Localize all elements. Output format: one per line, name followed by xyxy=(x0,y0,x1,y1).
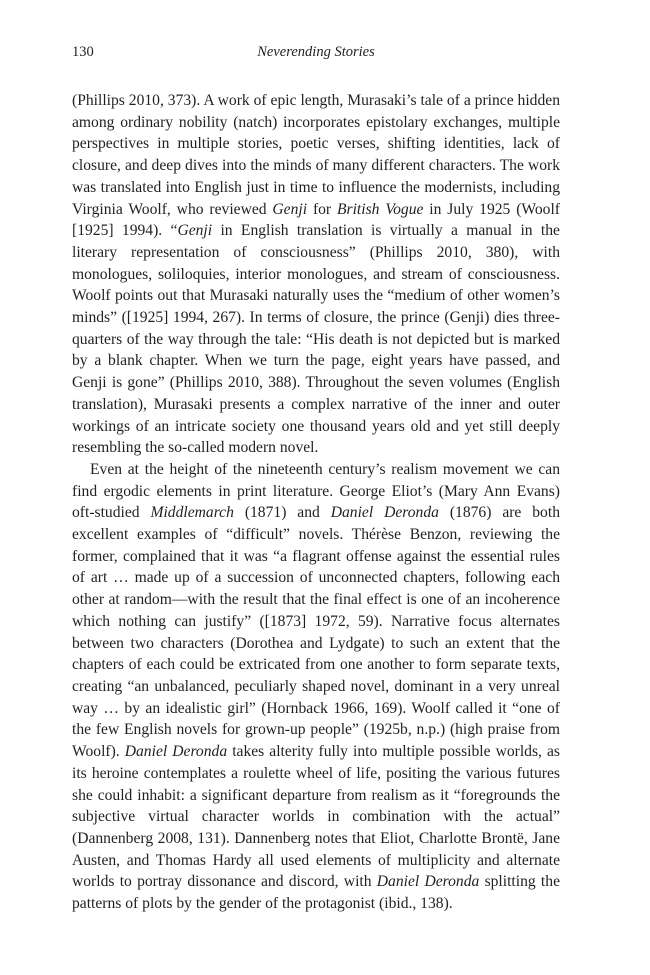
text-run: for xyxy=(307,200,337,218)
paragraph xyxy=(72,459,560,915)
italic-title-text: British Vogue xyxy=(337,200,424,218)
running-head xyxy=(72,44,560,66)
text-run: splitting the patterns of plots by the gender of the protagonist (ibid., 138). xyxy=(72,873,560,913)
body-text xyxy=(72,90,560,915)
italic-title-text: Middlemarch xyxy=(150,504,234,522)
page-number: 130 xyxy=(72,44,94,60)
text-run: (1871) and xyxy=(233,504,331,522)
text-run: Even at the height of the nineteenth century’s realism movement we can find ergodic elements in print literature. George Eliot’s (Mary Ann Evans) oft-studied xyxy=(72,460,560,522)
italic-title-text: Daniel Deronda xyxy=(376,873,480,891)
italic-title-text: Daniel Deronda xyxy=(330,504,439,522)
text-run: in July 1925 (Woolf [1925] 1994). “ xyxy=(72,200,560,240)
paragraph xyxy=(72,90,560,459)
text-run: takes alterity fully into multiple possible worlds, as its heroine contemplates a roulette wheel of life, positing the various futures she could inhabit: a significant departure from realism as it “foregrounds the subjective virtual character worlds in combination with the actual” (Dannenberg 2008, 131). Dannenberg notes that Eliot, Charlotte Brontë, Jane Austen, and Thomas Hardy all used elements of multiplicity and alternate worlds to portray dissonance and discord, with xyxy=(72,743,560,891)
text-run: (Phillips 2010, 373). A work of epic length, Murasaki’s tale of a prince hidden among ordinary nobility (natch) incorporates epistolary exchanges, multiple perspectives in multiple stories, poetic verses, shifting identities, lack of closure, and deep dives into the minds of many different characters. The work was translated into English just in time to influence the modernists, including Virginia Woolf, who reviewed xyxy=(72,92,560,218)
text-run: in English translation is virtually a manual in the literary representation of consciousness” (Phillips 2010, 380), with monologues, soliloquies, interior monologues, and stream of consciousness. Woolf points out that Murasaki naturally uses the “medium of other women’s minds” ([1925] 1994, 267). In terms of closure, the prince (Genji) dies three-quarters of the way through the tale: “His death is not depicted but is marked by a blank chapter. When we turn the page, eight years have passed, and Genji is gone” (Phillips 2010, 388). Throughout the seven volumes (English translation), Murasaki presents a complex narrative of the inner and outer workings of an intricate society one thousand years old and yet still deeply resembling the so-called modern novel. xyxy=(72,222,560,457)
running-title: Neverending Stories xyxy=(257,44,375,60)
italic-title-text: Genji xyxy=(177,222,213,240)
text-run: (1876) are both excellent examples of “difficult” novels. Thérèse Benzon, reviewing the former, complained that it was “a flagrant offense against the essential rules of art … made up of a succession of unconnected chapters, following each other at random—with the result that the final effect is one of an incoherence which nothing can justify” ([1873] 1972, 59). Narrative focus alternates between two characters (Dorothea and Lydgate) to such an extent that the chapters of each could be extricated from one another to form separate texts, creating “an unbalanced, peculiarly shaped novel, dominant in a very unreal way … by an idealistic girl” (Hornback 1966, 169). Woolf called it “one of the few English novels for grown-up people” (1925b, n.p.) (high praise from Woolf). xyxy=(72,504,560,761)
italic-title-text: Daniel Deronda xyxy=(124,743,228,761)
italic-title-text: Genji xyxy=(272,200,308,218)
